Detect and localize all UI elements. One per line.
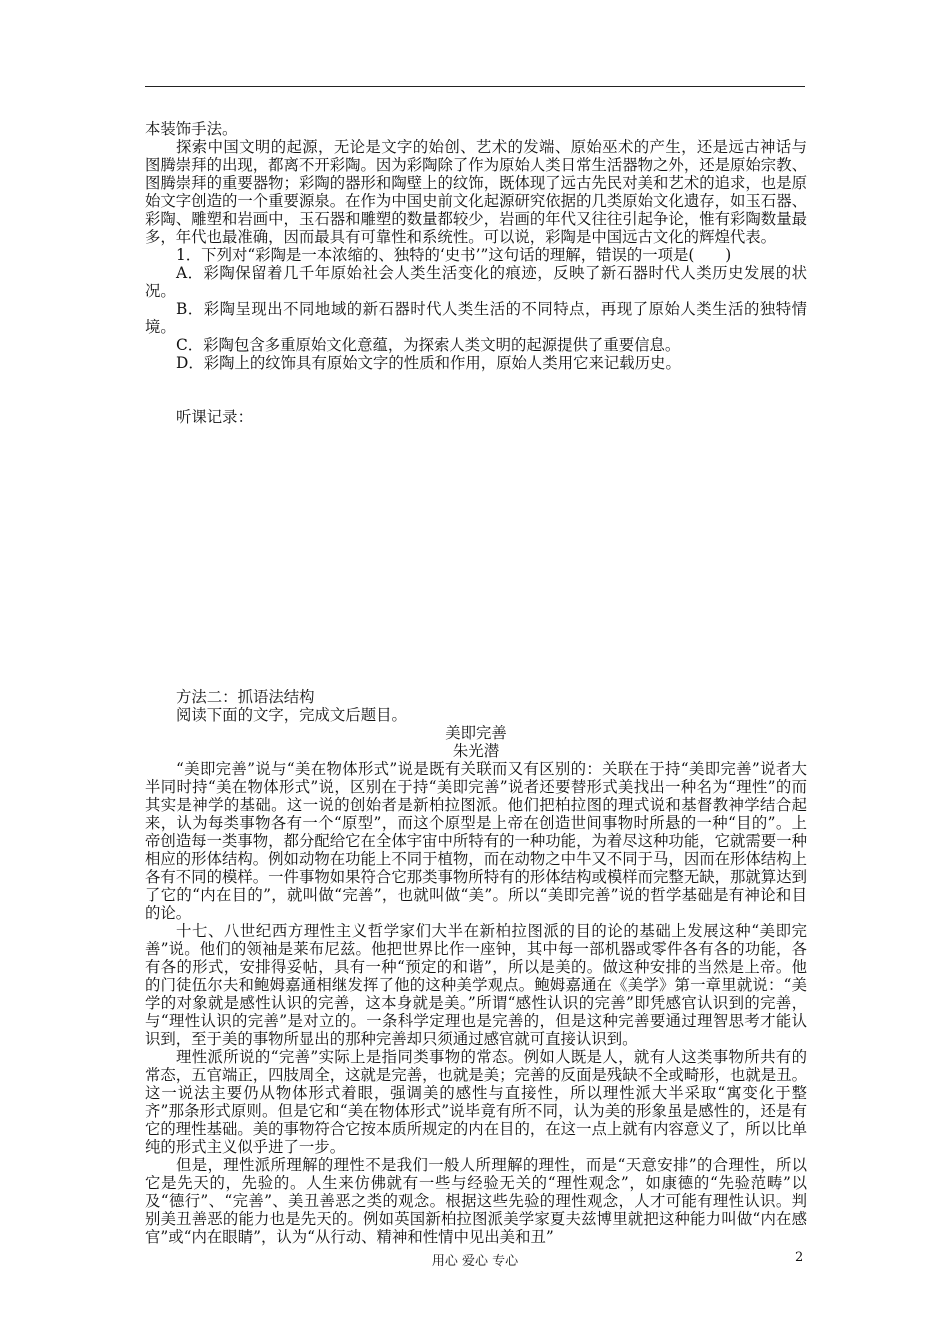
page-content [145,120,807,1246]
article-paragraph-1: “美即完善”说与“美在物体形式”说是既有关联而又有区别的：关联在于持“美即完善”说者大半同时持“美在物体形式”说，区别在于持“美即完善”说者还要替形式美找出一种名为“理性”的而其实是神学的基础。这一说的创始者是新柏拉图派。他们把柏拉图的理式说和基督教神学结合起来，认为每类事物各有一个“原型”，而这个原型是上帝在创造世间事物时所悬的一种“目的”。上帝创造每一类事物，都分配给它在全体宇宙中所特有的一种功能，为着尽这种功能，它就需要一种相应的形体结构。例如动物在功能上不同于植物，而在动物之中牛又不同于马，因而在形体结构上各有不同的模样。一件事物如果符合它那类事物所特有的形体结构或模样而完整无缺，那就算达到了它的“内在目的”，就叫做“完善”，也就叫做“美”。所以“美即完善”说的哲学基础是有神论和目的论。 [145,760,807,922]
notes-blank-area [145,426,807,688]
option-d: D．彩陶上的纹饰具有原始文字的性质和作用，原始人类用它来记载历史。 [176,354,681,372]
footer-text: 用心 爱心 专心 [431,1254,519,1269]
notes-label: 听课记录： [176,408,253,426]
paragraph-continuation: 本装饰手法。 [145,120,238,138]
reading-instruction: 阅读下面的文字，完成文后题目。 [176,706,407,724]
option-b: B．彩陶呈现出不同地域的新石器时代人类生活的不同特点，再现了原始人类生活的独特情境。 [145,300,807,336]
question-stem: 1．下列对“彩陶是一本浓缩的、独特的‘史书’”这句话的理解，错误的一项是( ) [176,246,732,264]
option-c: C．彩陶包含多重原始文化意蕴，为探索人类文明的起源提供了重要信息。 [176,336,681,354]
paragraph-caitao: 探索中国文明的起源，无论是文字的始创、艺术的发端、原始巫术的产生，还是远古神话与图腾崇拜的出现，都离不开彩陶。因为彩陶除了作为原始人类日常生活器物之外，还是原始宗教、图腾崇拜的重要器物；彩陶的器形和陶壁上的纹饰，既体现了远古先民对美和艺术的追求，也是原始文字创造的一个重要源泉。在作为中国史前文化起源研究依据的几类原始文化遗存，如玉石器、彩陶、雕塑和岩画中，玉石器和雕塑的数量都较少，岩画的年代又往往引起争论，惟有彩陶数量最多，年代也最准确，因而最具有可靠性和系统性。可以说，彩陶是中国远古文化的辉煌代表。 [145,138,807,246]
header-rule [145,86,805,87]
method-title: 方法二：抓语法结构 [176,688,315,706]
article-paragraph-3: 理性派所说的“完善”实际上是指同类事物的常态。例如人既是人，就有人这类事物所共有的常态，五官端正，四肢周全，这就是完善，也就是美；完善的反面是残缺不全或畸形，也就是丑。这一说法主要仍从物体形式着眼，强调美的感性与直接性，所以理性派大半采取“寓变化于整齐”那条形式原则。但是它和“美在物体形式”说毕竟有所不同，认为美的形象虽是感性的，还是有它的理性基础。美的事物符合它按本质所规定的内在目的，在这一点上就有内容意义了，所以比单纯的形式主义似乎进了一步。 [145,1048,807,1156]
article-paragraph-2: 十七、八世纪西方理性主义哲学家们大半在新柏拉图派的目的论的基础上发展这种“美即完善”说。他们的领袖是莱布尼兹。他把世界比作一座钟，其中每一部机器或零件各有各的功能，各有各的形式，安排得妥帖，具有一种“预定的和谐”，所以是美的。做这种安排的当然是上帝。他的门徒伍尔夫和鲍姆嘉通相继发挥了他的这种美学观点。鲍姆嘉通在《美学》第一章里就说：“美学的对象就是感性认识的完善，这本身就是美。”所谓“感性认识的完善”即凭感官认识到的完善，与“理性认识的完善”是对立的。一条科学定理也是完善的，但是这种完善要通过理智思考才能认识到，至于美的事物所显出的那种完善却只须通过感官就可直接认识到。 [145,922,807,1048]
page-number: 2 [795,1250,804,1265]
article-author: 朱光潜 [452,742,500,760]
article-paragraph-4: 但是，理性派所理解的理性不是我们一般人所理解的理性，而是“天意安排”的合理性，所以它是先天的，先验的。人生来仿佛就有一些与经验无关的“理性观念”，如康德的“先验范畴”以及“德行”、“完善”、美丑善恶之类的观念。根据这些先验的理性观念，人才可能有理性认识。判别美丑善恶的能力也是先天的。例如英国新柏拉图派美学家夏夫兹博里就把这种能力叫做“内在感官”或“内在眼睛”，认为“从行动、精神和性情中见出美和丑” [145,1156,807,1246]
option-a: A．彩陶保留着几千年原始社会人类生活变化的痕迹，反映了新石器时代人类历史发展的状况。 [145,264,807,300]
article-title: 美即完善 [445,724,507,742]
